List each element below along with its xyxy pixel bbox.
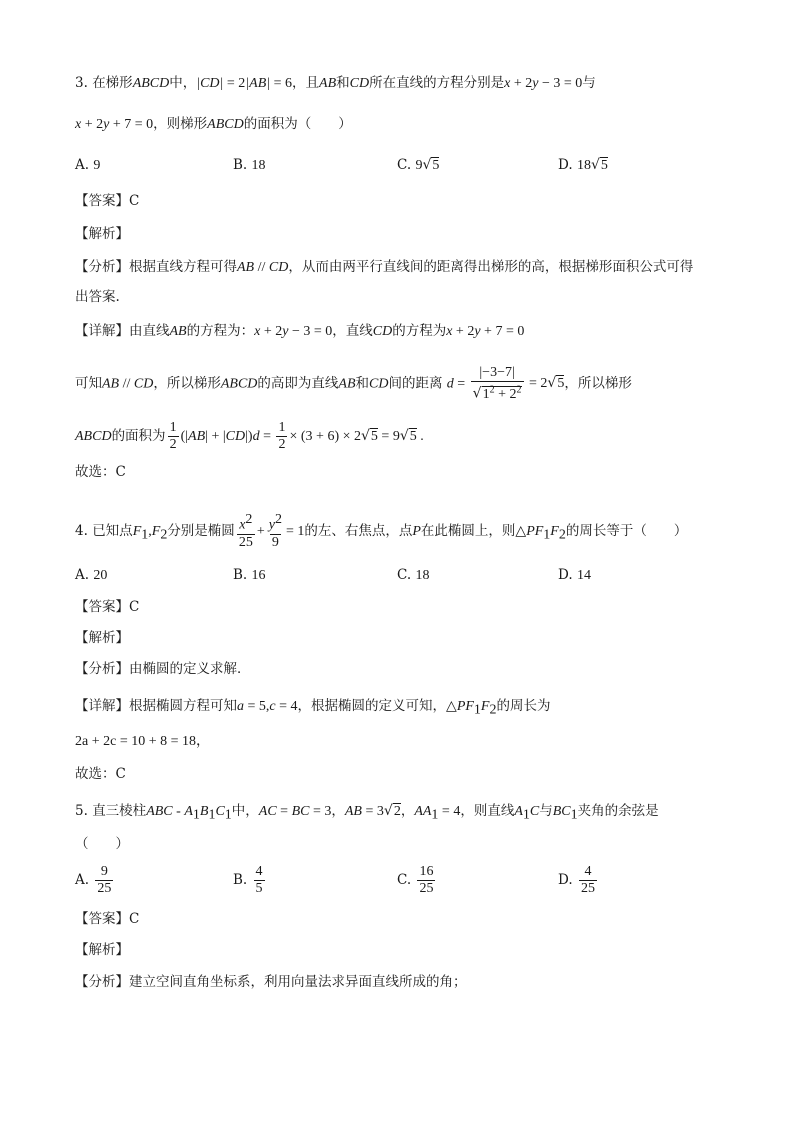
q5-answer: 【答案】C <box>75 911 140 927</box>
q4-analysis: 【分析】由椭圆的定义求解． <box>75 661 251 677</box>
q5-analysis: 【分析】建立空间直角坐标系，利用向量法求异面直线所成的角； <box>75 974 467 990</box>
q4-option-c: C. 18 <box>397 567 430 583</box>
q3-option-a: A. 9 <box>75 157 101 173</box>
q5-stem-line1: 5. 直三棱柱ABC - $A_1B_1C_1$中，AC = BC = 3，AB = 3√2，$AA_1 = 4$，则直线$A_1C$与$BC_1$夹角的余弦是 <box>75 803 659 823</box>
q4-choose: 故选：C <box>75 766 126 782</box>
q5-option-a: A. $\frac{9}{25}$ <box>75 864 112 896</box>
q3-option-d: D. 18√5 <box>558 157 608 173</box>
q4-stem: 4. 已知点$F_1,F_2$分别是椭圆 $\frac{x^2}{25}$ + $\frac{y^2}{9}$ = 1的左、右焦点，点P在此椭圆上，则$\triangle PF_1F_2$的周长等于（ ） <box>75 512 688 550</box>
q3-detail-line1: 【详解】由直线AB的方程为：x + 2y − 3 = 0，直线CD的方程为x + 2y + 7 = 0 <box>75 323 525 339</box>
q3-stem-line2: x + 2y + 7 = 0，则梯形ABCD的面积为（ ） <box>75 116 352 132</box>
q4-option-b: B. 16 <box>233 567 266 583</box>
q4-detail-line1: 【详解】根据椭圆方程可知a = 5,c = 4，根据椭圆的定义可知，$\triangle PF_1F_2$的周长为 <box>75 698 551 718</box>
q5-option-c: C. $\frac{16}{25}$ <box>397 864 434 896</box>
q4-option-a: A. 20 <box>75 567 108 583</box>
q3-detail-line3: ABCD的面积为 $\frac{1}{2}$ (|AB| + |CD|)d = $\frac{1}{2}$ × (3 + 6) × 2√5 = 9√5 . <box>75 420 424 452</box>
q3-analysis-line2: 出答案. <box>75 289 120 305</box>
q3-option-b: B. 18 <box>233 157 266 173</box>
q3-stem-line1: 3. 在梯形ABCD中，|CD| = 2|AB| = 6，且AB和CD所在直线的方程分别是x + 2y − 3 = 0与 <box>75 75 596 91</box>
q4-answer: 【答案】C <box>75 599 140 615</box>
q3-jiexi: 【解析】 <box>75 226 129 242</box>
distance-fraction: $\frac{|-3-7|}{√1^2 + 2^2}$ <box>472 365 522 402</box>
question-number: 3. <box>75 75 88 91</box>
q4-jiexi: 【解析】 <box>75 630 129 646</box>
q3-detail-line2: 可知AB // CD，所以梯形ABCD的高即为直线AB和CD间的距离 d = $\frac{|-3-7|}{√1^2 + 2^2}$ = 2√5，所以梯形 <box>75 365 632 402</box>
q5-option-d: D. $\frac{4}{25}$ <box>558 864 595 896</box>
q5-jiexi: 【解析】 <box>75 942 129 958</box>
q4-option-d: D. 14 <box>558 567 591 583</box>
q4-detail-line2: 2a + 2c = 10 + 8 = 18， <box>75 734 211 749</box>
q3-option-c: C. 9√5 <box>397 157 440 173</box>
q3-choose: 故选：C <box>75 464 126 480</box>
q3-answer: 【答案】C <box>75 193 140 209</box>
q5-stem-line2: （ ） <box>75 836 129 852</box>
q5-option-b: B. $\frac{4}{5}$ <box>233 864 263 896</box>
q3-analysis-line1: 【分析】根据直线方程可得AB // CD，从而由两平行直线间的距离得出梯形的高，根据梯形面积公式可得 <box>75 259 694 275</box>
